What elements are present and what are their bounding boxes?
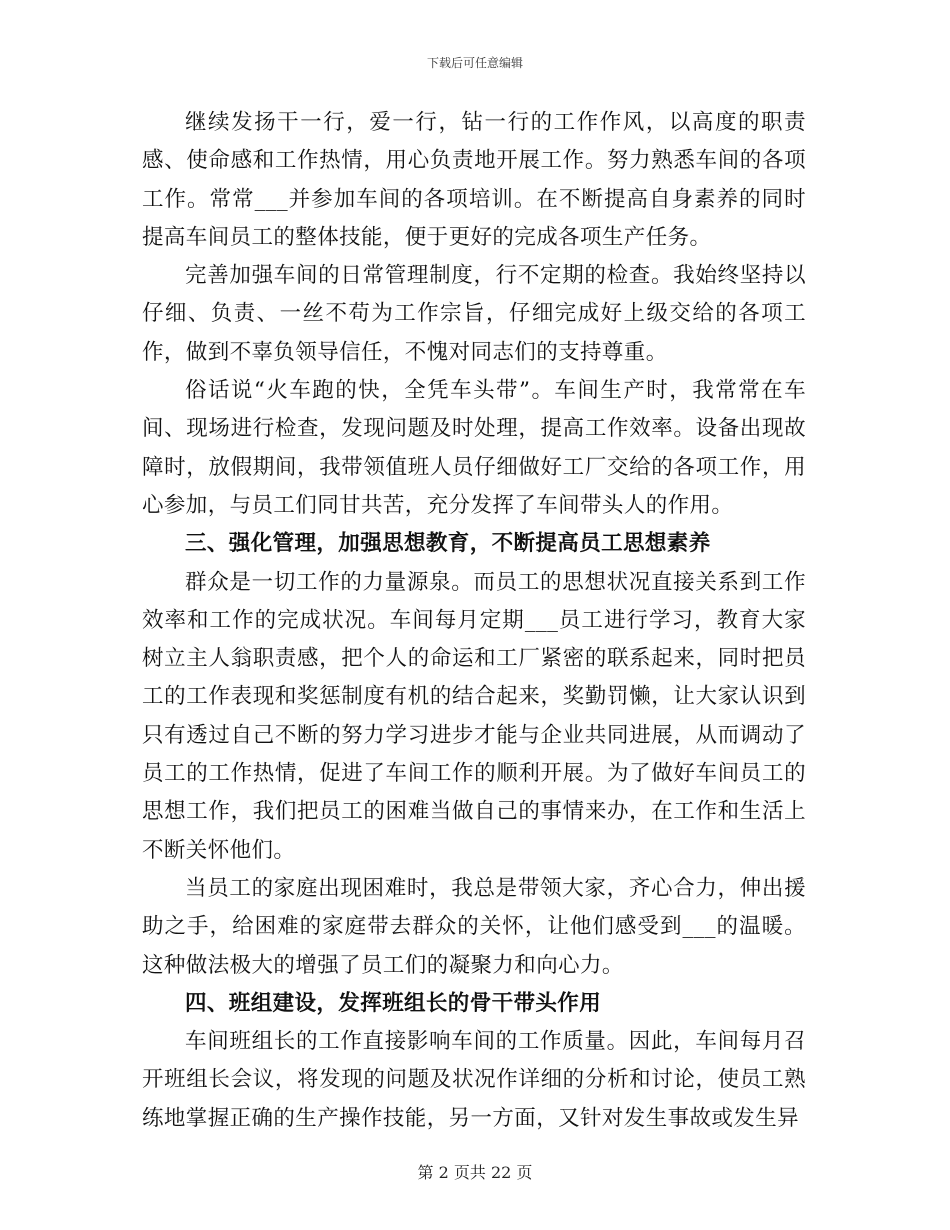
paragraph-4: 群众是一切工作的力量源泉。而员工的思想状况直接关系到工作效率和工作的完成状况。车间每月定期___员工进行学习，教育大家树立主人翁职责感，把个人的命运和工厂紧密的联系起来，同时把员工的工作表现和奖惩制度有机的结合起来，奖勤罚懒，让大家认识到只有透过自己不断的努力学习进步才能与企业共同进展，从而调动了员工的工作热情，促进了车间工作的顺利开展。为了做好车间员工的思想工作，我们把员工的困难当做自己的事情来办，在工作和生活上不断关怀他们。 (142, 569, 806, 863)
section-heading-4: 四、班组建设，发挥班组长的骨干带头作用 (185, 990, 602, 1016)
paragraph-6: 车间班组长的工作直接影响车间的工作质量。因此，车间每月召开班组长会议，将发现的问题及状况作详细的分析和讨论，使员工熟练地掌握正确的生产操作技能，另一方面，又针对发生事故或发生异 (142, 1029, 806, 1131)
paragraph-2: 完善加强车间的日常管理制度，行不定期的检查。我始终坚持以仔细、负责、一丝不苟为工作宗旨，仔细完成好上级交给的各项工作，做到不辜负领导信任，不愧对同志们的支持尊重。 (142, 263, 806, 365)
paragraph-3: 俗话说“火车跑的快，全凭车头带”。车间生产时，我常常在车间、现场进行检查，发现问题及时处理，提高工作效率。设备出现故障时，放假期间，我带领值班人员仔细做好工厂交给的各项工作，用心参加，与员工们同甘共苦，充分发挥了车间带头人的作用。 (142, 378, 806, 518)
document-body (142, 104, 806, 1138)
section-heading-3: 三、强化管理，加强思想教育，不断提高员工思想素养 (185, 531, 711, 557)
paragraph-5: 当员工的家庭出现困难时，我总是带领大家，齐心合力，伸出援助之手，给困难的家庭带去群众的关怀，让他们感受到___的温暖。这种做法极大的增强了员工们的凝聚力和向心力。 (142, 875, 806, 978)
page-footer: 第 2 页共 22 页 (417, 1163, 533, 1182)
page-header: 下载后可任意编辑 (426, 56, 523, 70)
paragraph-1: 继续发扬干一行，爱一行，钻一行的工作作风，以高度的职责感、使命感和工作热情，用心负责地开展工作。努力熟悉车间的各项工作。常常___并参加车间的各项培训。在不断提高自身素养的同时提高车间员工的整体技能，便于更好的完成各项生产任务。 (142, 110, 806, 250)
